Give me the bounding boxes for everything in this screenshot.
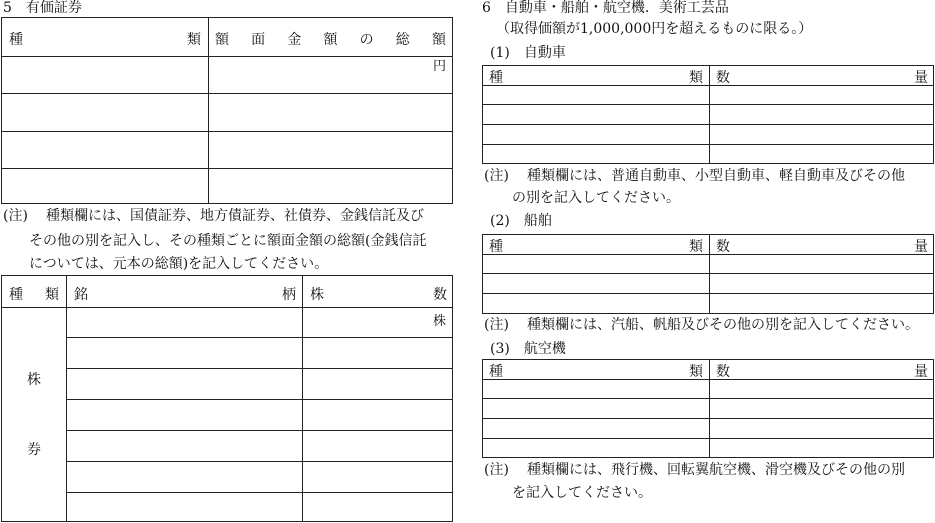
note-prefix: (注) — [484, 462, 509, 478]
header-char: 類 — [187, 32, 201, 48]
header-type — [489, 361, 703, 381]
header-char: 額 — [215, 32, 229, 48]
col-divider — [208, 18, 209, 203]
row-divider — [66, 399, 452, 400]
row-divider — [66, 337, 452, 338]
header-issue — [74, 284, 296, 304]
note-line: を記入してください。 — [512, 485, 652, 501]
row-divider — [2, 131, 452, 132]
section6-subtitle: （取得価額が1,000,000円を超えるものに限る。） — [496, 21, 813, 37]
header-char: 数 — [716, 70, 730, 86]
row-divider — [483, 418, 933, 419]
header-quantity — [716, 67, 928, 87]
row-divider — [66, 492, 452, 493]
header-char: 種 — [489, 364, 503, 380]
header-char: 種 — [489, 70, 503, 86]
header-char: 数 — [716, 364, 730, 380]
row-divider — [483, 398, 933, 399]
note-prefix: (注) — [484, 317, 509, 333]
header-face-value-total — [215, 29, 446, 49]
header-char: 額 — [323, 32, 338, 48]
row-divider — [483, 144, 933, 145]
note-line: 種類欄には、汽船、帆船及びその他の別を記入してください。 — [527, 317, 919, 333]
header-type — [9, 284, 59, 304]
header-char: 金 — [287, 32, 302, 48]
header-char: 数 — [433, 287, 447, 303]
header-char: 量 — [914, 364, 928, 380]
note-line: 種類欄には、国債証券、地方債証券、社債券、金銭信託及び — [46, 208, 424, 224]
header-type — [9, 29, 201, 49]
header-char: 数 — [716, 239, 730, 255]
row-divider — [66, 430, 452, 431]
row-divider — [2, 56, 452, 57]
stock-label-bottom: 券 — [27, 442, 41, 458]
header-char: の — [359, 32, 374, 48]
header-quantity — [716, 236, 928, 256]
cars-heading: (1) 自動車 — [490, 45, 566, 61]
aircraft-table — [482, 359, 934, 458]
header-char: 類 — [689, 364, 703, 380]
row-divider — [2, 168, 452, 169]
header-char: 株 — [310, 287, 324, 303]
header-char: 類 — [689, 239, 703, 255]
header-char: 類 — [45, 287, 59, 303]
ships-heading: (2) 船舶 — [490, 213, 552, 229]
col-divider — [709, 360, 710, 457]
ships-table — [482, 234, 934, 314]
note-line: 種類欄には、飛行機、回転翼航空機、滑空機及びその他の別 — [527, 462, 905, 478]
header-type — [489, 67, 703, 87]
securities-table — [1, 17, 453, 204]
header-char: 柄 — [282, 287, 296, 303]
col-divider — [709, 66, 710, 163]
aircraft-heading: (3) 航空機 — [490, 341, 566, 357]
row-divider — [2, 93, 452, 94]
note-line: その他の別を記入し、その種類ごとに額面金額の総額(金銭信託 — [29, 233, 427, 249]
unit-yen: 円 — [432, 59, 446, 74]
header-char: 総 — [395, 32, 410, 48]
row-divider — [66, 461, 452, 462]
header-char: 種 — [9, 287, 23, 303]
header-char: 量 — [914, 239, 928, 255]
note-line: 種類欄には、普通自動車、小型自動車、軽自動車及びその他 — [527, 168, 905, 184]
row-divider — [483, 104, 933, 105]
unit-shares: 株 — [432, 314, 446, 329]
header-char: 銘 — [74, 287, 88, 303]
row-divider — [66, 368, 452, 369]
note-prefix: (注) — [484, 168, 509, 184]
row-divider — [483, 124, 933, 125]
header-type — [489, 236, 703, 256]
header-char: 量 — [914, 70, 928, 86]
header-char: 類 — [689, 70, 703, 86]
stock-label-top: 株 — [27, 372, 41, 388]
section6-title: 6 自動車・船舶・航空機．美術工芸品 — [482, 0, 729, 16]
note-line: の別を記入してください。 — [512, 190, 680, 206]
header-char: 種 — [489, 239, 503, 255]
row-divider — [483, 273, 933, 274]
section5-title: 5 有価証券 — [3, 0, 82, 16]
row-divider — [483, 293, 933, 294]
header-divider — [2, 307, 452, 308]
header-char: 面 — [251, 32, 266, 48]
note-line: については、元本の総額)を記入してください。 — [29, 256, 329, 272]
stocks-table — [1, 275, 453, 522]
note-prefix: (注) — [3, 208, 28, 224]
row-divider — [483, 438, 933, 439]
header-char: 種 — [9, 32, 23, 48]
header-quantity — [716, 361, 928, 381]
header-char: 額 — [431, 32, 446, 48]
header-share-count — [310, 284, 447, 304]
cars-table — [482, 65, 934, 164]
col-divider — [709, 235, 710, 313]
